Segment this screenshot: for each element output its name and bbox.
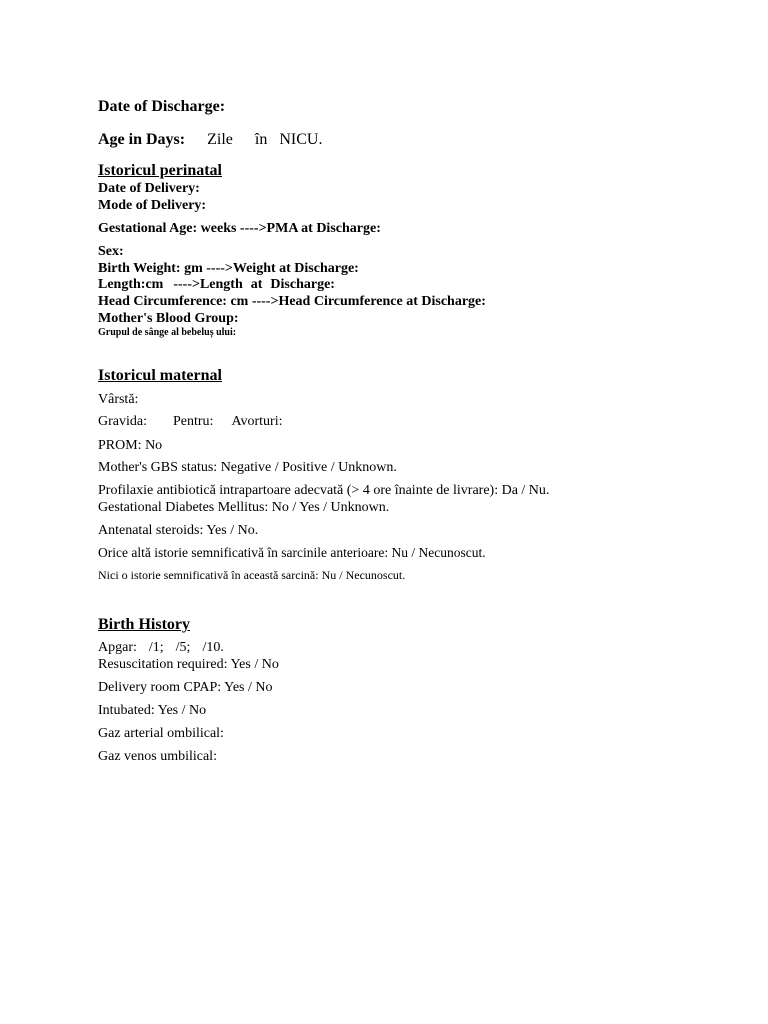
maternal-section-title: Istoricul maternal bbox=[98, 367, 222, 384]
birth-history-title: Birth History bbox=[98, 616, 190, 633]
apgar-1-label: /1; bbox=[148, 640, 164, 655]
apgar-10-label: /10. bbox=[202, 640, 224, 655]
length-cm-label: Length:cm bbox=[98, 277, 164, 292]
previous-pregnancies-label: Orice altă istorie semnificativă în sarcinile anterioare: Nu / Necunoscut. bbox=[98, 545, 486, 560]
intubated-label: Intubated: Yes / No bbox=[98, 703, 207, 718]
apgar-row bbox=[98, 640, 224, 655]
apgar-5-label: /5; bbox=[175, 640, 191, 655]
cpap-label: Delivery room CPAP: Yes / No bbox=[98, 680, 273, 695]
mothers-blood-group-label: Mother's Blood Group: bbox=[98, 311, 239, 326]
age-in-days-row bbox=[98, 131, 322, 149]
varsta-label: Vârstă: bbox=[98, 392, 139, 407]
sex-label: Sex: bbox=[98, 244, 124, 259]
gravida-label: Gravida: bbox=[98, 414, 147, 429]
age-in-days-label: Age in Days: bbox=[98, 131, 186, 148]
gravida-row bbox=[98, 414, 283, 429]
date-of-delivery-label: Date of Delivery: bbox=[98, 181, 200, 196]
date-of-discharge-label: Date of Discharge: bbox=[98, 98, 226, 115]
gdm-label: Gestational Diabetes Mellitus: No / Yes / Unknown. bbox=[98, 500, 390, 515]
in-label: în bbox=[254, 131, 268, 148]
profilaxie-label: Profilaxie antibiotică intrapartoare adecvată (> 4 ore înainte de livrare): Da / Nu. bbox=[98, 483, 550, 498]
prom-label: PROM: No bbox=[98, 438, 163, 453]
avorturi-label: Avorturi: bbox=[231, 414, 283, 429]
gbs-status-label: Mother's GBS status: Negative / Positive / Unknown. bbox=[98, 460, 397, 475]
pentru-label: Pentru: bbox=[172, 414, 214, 429]
baby-blood-group-label: Grupul de sânge al bebeluș ului: bbox=[98, 327, 237, 338]
head-circumference-label: Head Circumference: cm ---->Head Circumference at Discharge: bbox=[98, 294, 486, 309]
resuscitation-label: Resuscitation required: Yes / No bbox=[98, 657, 279, 672]
apgar-label: Apgar: bbox=[98, 640, 137, 655]
length-arrow-label: ---->Length bbox=[173, 277, 243, 292]
length-row bbox=[98, 277, 335, 292]
venous-gas-label: Gaz venos umbilical: bbox=[98, 749, 217, 764]
zile-label: Zile bbox=[207, 131, 233, 148]
this-pregnancy-label: Nici o istorie semnificativă în această sarcină: Nu / Necunoscut. bbox=[98, 568, 406, 582]
mode-of-delivery-label: Mode of Delivery: bbox=[98, 198, 207, 213]
nicu-label: NICU. bbox=[279, 131, 323, 148]
arterial-gas-label: Gaz arterial ombilical: bbox=[98, 726, 224, 741]
length-discharge-label: Discharge: bbox=[270, 277, 335, 292]
gestational-age-label: Gestational Age: weeks ---->PMA at Discharge: bbox=[98, 221, 381, 236]
birth-weight-label: Birth Weight: gm ---->Weight at Discharge: bbox=[98, 261, 359, 276]
length-at-label: at bbox=[250, 277, 263, 292]
antenatal-steroids-label: Antenatal steroids: Yes / No. bbox=[98, 523, 259, 538]
perinatal-section-title: Istoricul perinatal bbox=[98, 162, 222, 179]
